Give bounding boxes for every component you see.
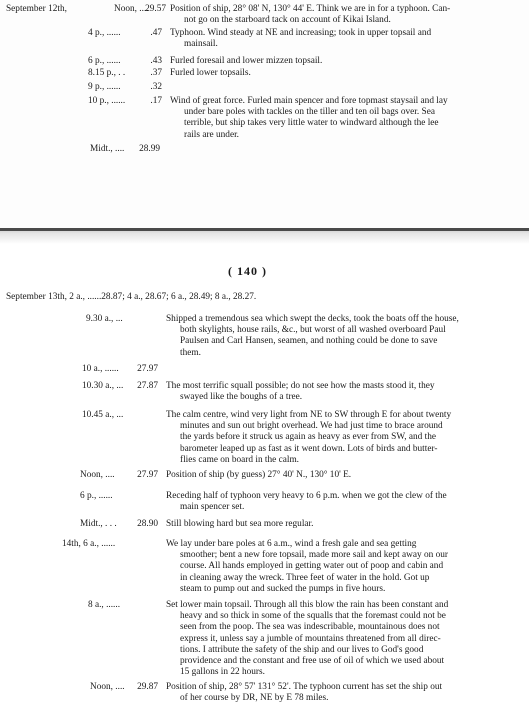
- entry-text: Still blowing hard but sea more regular.: [166, 519, 314, 529]
- entry-text: Position of ship (by guess) 27° 40' N., 130° 10' E.: [166, 470, 352, 480]
- entry-time: 9 p., ......: [88, 82, 121, 92]
- barometer-reading: 27.97: [137, 470, 158, 480]
- page-number: ( 140 ): [228, 264, 267, 278]
- entry-time: Noon, ....: [114, 4, 149, 14]
- entry-time: 6 p., ......: [80, 491, 113, 501]
- entry-date-sep-13: September 13th, 2 a., ......28.87; 4 a., 28.67; 6 a., 28.49; 8 a., 28.27.: [6, 292, 257, 302]
- entry-time: 14th, 6 a., ......: [62, 539, 116, 549]
- entry-time: 10.45 a., ...: [82, 410, 124, 420]
- entry-text: Set lower main topsail. Through all this blow the rain has been constant and heavy and so thick in some of the squalls that the foremast could not be seen from the poop. The sea was indescribable, mountainous does not express it, unless say a jumble of mountains threatened from all direc- tions. I attribute the safety of the ship and our lives to God's good providence and the constant and free use of oil of which we used about 15 gallons in 22 hours.: [166, 600, 449, 678]
- page-edge-line: [0, 228, 529, 231]
- barometer-reading: 28.90: [137, 519, 158, 529]
- entry-text: Furled foresail and lower mizzen topsail.: [170, 56, 323, 66]
- entry-time: Midt., ....: [90, 144, 125, 154]
- entry-time: 10 a., ......: [82, 364, 119, 374]
- entry-text: Furled lower topsails.: [170, 68, 251, 78]
- entry-time: 8.15 p., . .: [88, 68, 126, 78]
- entry-time: 10 p., ......: [88, 96, 126, 106]
- entry-date-sep-12: September 12th,: [6, 4, 67, 14]
- barometer-reading: 28.99: [139, 144, 160, 154]
- barometer-reading: 27.87: [137, 381, 158, 391]
- entry-time: Midt., . . .: [80, 519, 117, 529]
- barometer-reading: .37: [150, 68, 162, 78]
- entry-text: Typhoon. Wind steady at NE and increasing; took in upper topsail and mainsail.: [170, 28, 432, 50]
- entry-time: 6 p., ......: [88, 56, 121, 66]
- entry-time: 4 p., ......: [88, 28, 121, 38]
- entry-text: The most terrific squall possible; do not see how the masts stood it, they swayed like the boughs of a tree.: [166, 381, 435, 403]
- barometer-reading: 27.97: [137, 364, 158, 374]
- entry-text: Shipped a tremendous sea which swept the decks, took the boats off the house, both skylights, house rails, &c., but worst of all washed overboard Paul Paulsen and Carl Hansen, seamen, and nothing could be done to save them.: [166, 314, 459, 358]
- entry-text: Position of ship, 28° 57' 131° 52'. The typhoon current has set the ship out of her course by DR, NE by E 78 miles.: [166, 682, 443, 704]
- entry-time: 10.30 a., ...: [82, 381, 124, 391]
- entry-text: We lay under bare poles at 6 a.m., wind a fresh gale and sea getting smoother; bent a new fore topsail, made more sail and kept away on our course. All hands employed in getting water out of poop and cabin and in cleaning away the wreck. Three feet of water in the hold. Got up steam to pump out and sucked the pumps in five hours.: [166, 539, 448, 594]
- barometer-reading: .17: [150, 96, 162, 106]
- entry-text: Receding half of typhoon very heavy to 6 p.m. when we got the clew of the main spencer set.: [166, 491, 447, 513]
- barometer-reading: .32: [150, 82, 162, 92]
- barometer-reading: .43: [150, 56, 162, 66]
- entry-text: Wind of great force. Furled main spencer and fore topmast staysail and lay under bare poles with tackles on the tiller and ten oil bags over. Sea terrible, but ship takes very little water to windward although the lee rails are under.: [170, 96, 448, 140]
- barometer-reading: 29.57: [145, 4, 166, 14]
- barometer-reading: .47: [150, 28, 162, 38]
- entry-time: Noon, ....: [90, 682, 125, 692]
- entry-text: Position of ship, 28° 08' N, 130° 44' E. Think we are in for a typhoon. Can- not go on the starboard tack on account of Kikai Island.: [170, 4, 451, 26]
- barometer-reading: 29.87: [137, 682, 158, 692]
- entry-time: Noon, ....: [80, 470, 115, 480]
- entry-text: The calm centre, wind very light from NE to SW through E for about twenty minutes and sun out bright overhead. We had just time to brace around the yards before it struck us again as heavy as ever from SW, and the barometer leaped up as fast as it went down. Lots of birds and butter- flies came on board in the calm.: [166, 410, 452, 465]
- entry-time: 8 a., ......: [88, 600, 121, 610]
- entry-time: 9.30 a., ...: [86, 314, 123, 324]
